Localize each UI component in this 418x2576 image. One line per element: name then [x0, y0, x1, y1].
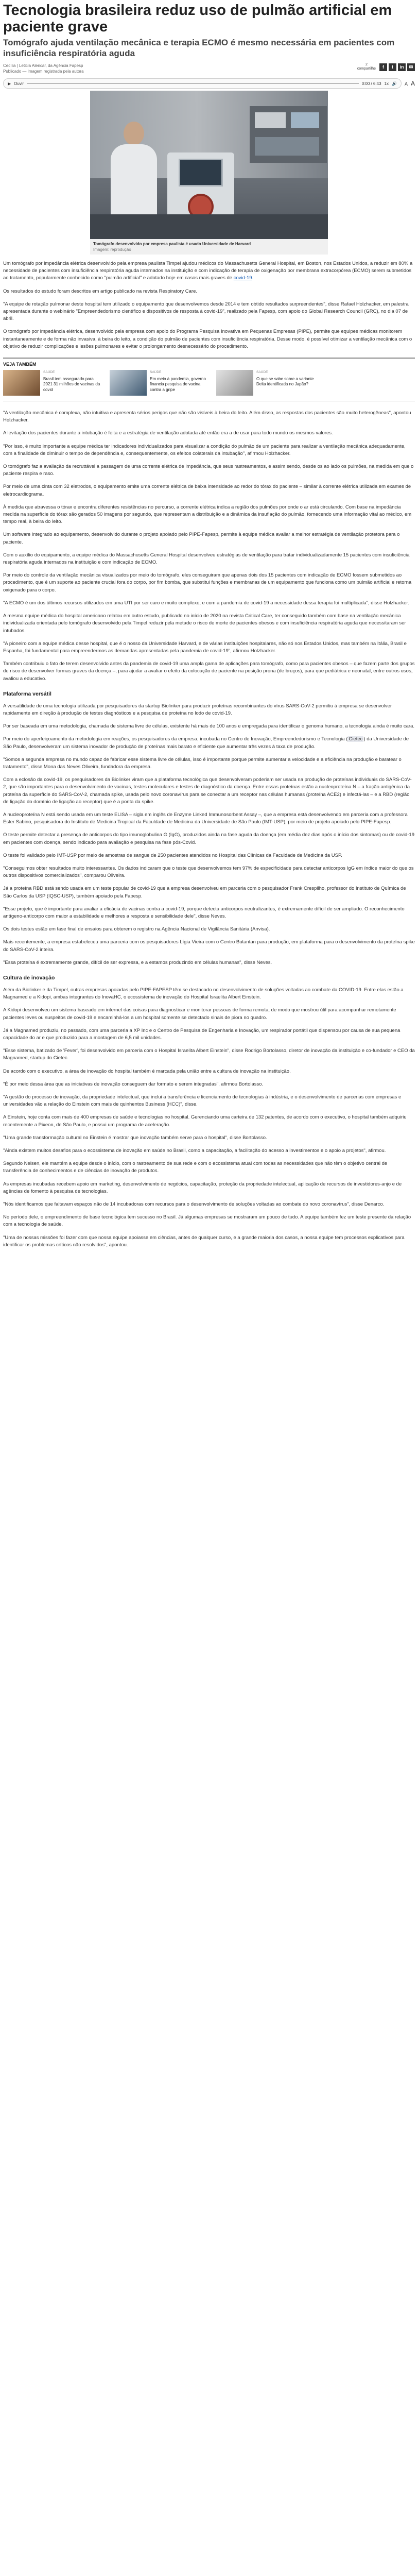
paragraph: Por meio do controle da ventilação mecânica visualizados por meio do tomógrafo, eles conseguiram que apenas dois dos 15 pacientes com indicação de ECMO fossem submetidos ao procedimento, que é um suporte ao paciente crucial fora do corpo, por fim bomba, que substitui funções e membranas de um equipamento que funciona como um pulmão artificial e retorna oxigenado para o corpo.	[3, 572, 412, 593]
related-thumbnail[interactable]	[3, 370, 40, 396]
related-card-text[interactable]	[150, 370, 210, 396]
audio-label: Ouvir	[14, 81, 24, 86]
paragraph: "A gestão do processo de inovação, da propriedade intelectual, que inclui a transferência e licenciamento de tecnologias à indústria, e o desenvolvimento de parcerias com empresas e universidades vão a relação do Einstein com mais de quinhentos Business (HCC)", disse.	[3, 1094, 402, 1108]
font-decrease-button[interactable]: A	[404, 81, 408, 87]
photo-machine-screen	[179, 159, 223, 187]
paragraph-text: .	[252, 275, 254, 281]
paragraph: A mesma equipe médica do hospital americano relatou em outro estudo, publicado no início de 2020 na revista Critical Care, ter conseguido também com base na ventilação mecânica individualizada orientada pelo tomógrafo desenvolvido pela Timpel reduzir pela metade o risco de morte de pacientes obesos e com insuficiência respiratória aguda que necessitaram ser intubados.	[3, 613, 406, 634]
paragraph: Com o auxílio do equipamento, a equipe médica do Massachusetts General Hospital desenvolveu estratégias de ventilação para tratar individualizadamente 15 pacientes com insuficiência respiratória aguda internados na instituição e com indicação de ECMO.	[3, 552, 410, 566]
related-thumbnail[interactable]	[110, 370, 147, 396]
paragraph: "Esse projeto, que é importante para avaliar a eficácia de vacinas contra a covid-19, porque detecta anticorpos neutralizantes, é extremamente difícil de ser ampliado. O reconhecimento antígeno-anticorpo com maior a estabilidade e melhores a resposta e sensibilidade dele", disse Neves.	[3, 906, 405, 919]
audio-speed[interactable]: 1x	[384, 81, 389, 86]
related-card[interactable]	[216, 370, 317, 396]
photo-shelf-item	[291, 112, 319, 128]
paragraph: De acordo com o executivo, a área de inovação do hospital também é marcada pela união entre a cultura de inovação na instituição.	[3, 1068, 291, 1074]
paragraph: Por ser baseada em uma metodologia, chamada de sistema livre de células, existente há mais de 100 anos e empregada para identificar o genoma humano, a tecnologia ainda é muito cara.	[3, 723, 415, 730]
photo-shelf	[250, 106, 327, 163]
share-count: 2	[365, 63, 368, 66]
paragraph: "A pioneiro com a equipe médica desse hospital, que é o nosso da Universidade Harvard, e de várias instituições hospitalares, não só nos Estados Unidos, mas também na Itália, Brasil e Espanha, foi fundamental para empreendermos as demandas apresentadas pela pandemia de covid-19", afirmou Holzhacker.	[3, 640, 407, 654]
paragraph: Além da Biolinker e da Timpel, outras empresas apoiadas pelo PIPE-FAPESP têm se destacado no desenvolvimento de soluções voltadas ao combate da COVID-19. Entre elas estão a Magnamed e a Kidopi, ambas integrantes do InovaHC, o ecossistema de inovação do Hospital Israelita Albert Einstein.	[3, 987, 404, 1001]
related-title: VEJA TAMBÉM	[3, 362, 37, 367]
email-share-button[interactable]: ✉	[407, 63, 415, 71]
share-label: compartilhe	[357, 67, 376, 71]
byline-author: Cecília | Leticia Alencar, da Agência Fapesp	[3, 63, 83, 68]
related-kicker: SAÚDE	[256, 370, 268, 375]
paragraph: Já a proteína RBD está sendo usada em um teste popular de covid-19 que a empresa desenvolveu em parceria com o pesquisador Frank Crespilho, professor do Instituto de Química de São Carlos da USP (IQSC-USP), também apoiado pela Fapesp.	[3, 886, 406, 899]
audio-time: 0:00 / 6:43	[361, 81, 381, 86]
font-size-controls	[405, 80, 415, 87]
related-card-text[interactable]	[43, 370, 103, 396]
byline-date: Publicado — Imagem registrada pela autora	[3, 69, 84, 74]
cietec-highlight[interactable]: Cietec	[349, 736, 363, 742]
paragraph: "Uma de nossas missões foi fazer com que nossa equipe apoiasse em ciências, antes de qualquer curso, e a grande maioria dos casos, a nossa equipe tem processos explicativos para identificar os problemas críticos não resolvidos", apontou.	[3, 1234, 405, 1248]
paragraph	[3, 736, 415, 750]
related-headline[interactable]: Brasil tem assegurado para 2021 31 milhões de vacinas da covid	[43, 376, 100, 392]
paragraph: A versatilidade de uma tecnologia utilizada por pesquisadores da startup Biolinker para produzir proteínas recombinantes do vírus SARS-CoV-2 permitiu à empresa se desenvolver rapidamente em direção à produção de testes diagnósticos e a pesquisa de proteína no lodo de covid-19.	[3, 703, 392, 716]
caption-text: Tomógrafo desenvolvido por empresa paulista é usado Universidade de Harvard	[93, 242, 251, 246]
related-headline[interactable]: O que se sabe sobre a variante Delta identificada no Japão?	[256, 376, 314, 387]
paragraph: Com a eclosão da covid-19, os pesquisadores da Biolinker viram que a plataforma tecnológica que desenvolveram poderiam ser usada na produção de proteínas individuais do SARS-CoV-2, que são importantes para o desenvolvimento de vacinas, testes moleculares e testes de diagnóstico da doença. Entre essas proteínas estão a nucleoproteína N – a fração antigênica da proteína da superfície do SARS-CoV-2, chamada spike, usada pelo novo coronavírus para se conectar a um receptor nas células humanas (proteína ACE2) e infectá-las – e a RBD (região de ligação do domínio de ligação ao receptor) que é a ponta da spike.	[3, 777, 412, 805]
photo-shelf-item	[255, 137, 319, 156]
paragraph: "Esse sistema, batizado de 'Fever', foi desenvolvido em parceria com o Hospital Israelita Albert Einstein", disse Rodrigo Bortolasso, diretor de inovação da instituição e co-fundador e CEO da Magnamed, startup do Cietec.	[3, 1048, 415, 1061]
covid-link[interactable]: covid-19	[233, 275, 252, 281]
photo-shelf-item	[255, 112, 286, 128]
related-card[interactable]	[110, 370, 210, 396]
paragraph: "Nós identificamos que faltavam espaços não de 14 incubadoras com recursos para o desenvolvimento de soluções voltadas ao combate do novo coronavírus", disse Denarco.	[3, 1201, 385, 1208]
paragraph: O teste permite detectar a presença de anticorpos do tipo imunoglobulina G (IgG), produzidos ainda na fase aguda da doença (em média dez dias após o início dos sintomas) ou de covid-19 em pacientes com doença, sendo indicado para avaliação e pesquisa na fase pós-Covid.	[3, 832, 415, 845]
article-subtitle: Tomógrafo ajuda ventilação mecânica e terapia ECMO é mesmo necessária em pacientes com insuficiência respiratória aguda	[3, 38, 395, 58]
paragraph: A Einstein, hoje conta com mais de 400 empresas de saúde e tecnologias no hospital. Gerenciando uma carteira de 132 patentes, de acordo com o executivo, o hospital também adquiriu recentemente a Pixeon, de São Paulo, e possui um programa de aceleração.	[3, 1114, 407, 1128]
paragraph: A Kidopi desenvolveu um sistema baseado em internet das coisas para diagnosticar e monitorar pessoas de forma remota, de modo que mostrou útil para acompanhar remotamente pacientes leves ou suspeitos de covid-19 e encaminhá-los a um hospital somente se detectado sinais de piora no quadro.	[3, 1007, 396, 1021]
related-kicker: SAÚDE	[43, 370, 55, 375]
share-bar	[357, 63, 415, 71]
paragraph: "Essa proteína é extremamente grande, difícil de ser expressa, e a estamos produzindo em células humanas", disse Neves.	[3, 959, 272, 965]
paragraph: A nucleoproteína N está sendo usada em um teste ELISA – sigla em inglês de Enzyme Linked Immunosorbent Assay –, que a empresa está desenvolvendo em parceria com a professora Ester Sabino, pesquisadora do Instituto de Medicina Tropical da Faculdade de Medicina da Universidade de São Paulo (IMT-USP), por meio de projeto apoiado pelo PIPE-Fapesp.	[3, 811, 408, 825]
paragraph: Segundo Nelsen, ele mantém a equipe desde o início, com o rastreamento de sua rede e com o ecossistema atual com todas as necessidades que não têm o objetivo central de transferência de conhecimentos e de ciências de inovação de produtos.	[3, 1161, 388, 1174]
paragraph: Um software integrado ao equipamento, desenvolvido durante o projeto apoiado pelo PIPE-Fapesp, permite à equipe médica avaliar a melhor estratégia de ventilação protetora para o paciente.	[3, 532, 400, 545]
paragraph: A levitação dos pacientes durante a intubação é feita e a estratégia de ventilação adotada até então era a de usar para todo mundo os mesmos valores.	[3, 430, 333, 436]
photo-person-head	[124, 122, 144, 145]
paragraph: "Uma grande transformação cultural no Einstein é mostrar que inovação também serve para o hospital", disse Bortolasso.	[3, 1134, 267, 1141]
paragraph: "É por meio dessa área que as iniciativas de inovação conseguem dar formato e serem integradas", afirmou Bortolasso.	[3, 1081, 264, 1087]
related-thumbnail[interactable]	[216, 370, 253, 396]
article-figure	[90, 91, 328, 255]
paragraph: O tomógrafo por impedância elétrica, desenvolvido pela empresa com apoio do Programa Pesquisa Inovativa em Pequenas Empresas (PIPE), permite que equipes médicas monitorem instantaneamente e de forma não invasiva, à beira do leito, a condição do pulmão de pacientes com insuficiência respiratória. Desse modo, é possível otimizar a ventilação mecânica com o objetivo de reduzir complicações e lesões pulmonares e evitar o prolongamento desnecessário do procedimento.	[3, 329, 412, 349]
article-meta	[0, 62, 418, 75]
paragraph: "A equipe de rotação pulmonar deste hospital tem utilizado o equipamento que desenvolvemos desde 2014 e tem obtido resultados surpreendentes", disse Rafael Holzhacker, em palestra apresentada durante o webinário "Empreendedorismo científico e dispositivos de resposta à covid-19", realizado pela Fapesp, com apoio do Global Research Council (GRC), no dia 07 de abril.	[3, 301, 409, 322]
play-icon[interactable]: ▶	[8, 81, 11, 86]
paragraph: "A ventilação mecânica é complexa, não intuitiva e apresenta sérios perigos que não são visíveis à beira do leito. Além disso, as respostas dos pacientes são muito heterogêneas", apontou Holzhacker.	[3, 410, 411, 423]
paragraph: As empresas incubadas recebem apoio em marketing, desenvolvimento de negócios, capacitação, proteção da propriedade intelectual, aplicação de recursos de investidores-anjo e de agências de fomento à pesquisa de tecnologias.	[3, 1181, 402, 1194]
related-kicker: SAÚDE	[150, 370, 162, 375]
share-counter	[357, 63, 376, 71]
audio-bar	[3, 78, 415, 89]
section-heading: Cultura de inovação	[3, 975, 55, 981]
paragraph: Mais recentemente, a empresa estabeleceu uma parceria com os pesquisadores Lígia Vieira com o Centro Butantan para produção, em plataforma para o desenvolvimento da proteína spike do SARS-CoV-2 inteira.	[3, 939, 415, 953]
paragraph-text: Um tomógrafo por impedância elétrica desenvolvido pela empresa paulista Timpel ajudou médicos do Massachusetts General Hospital, em Boston, nos Estados Unidos, a reduzir em 80% a necessidade de pacientes com insuficiência respiratória aguda internados na instituição e com indicação de terapia de oxigenação por membrana extracorpórea (ECMO) serem submetidos ao tratamento, popularmente conhecido como "pulmão artificial" e adotado hoje em casos mais graves de	[3, 261, 413, 281]
figure-caption	[90, 239, 328, 255]
byline	[3, 63, 84, 74]
linkedin-share-button[interactable]: in	[398, 63, 406, 71]
related-cards	[3, 370, 415, 396]
paragraph: "A ECMO é um dos últimos recursos utilizados em uma UTI por ser caro e muito complexo, e com a pandemia de covid-19 a necessidade dessa terapia foi multiplicada", disse Holzhacker.	[3, 600, 409, 606]
paragraph-text: ) da Universidade de São Paulo, desenvolveram um sistema inovador de produção de proteínas mais barato e eficiente que aumentar três vezes à taxa de produção.	[3, 736, 409, 750]
twitter-share-button[interactable]: t	[389, 63, 396, 71]
paragraph: Também contribuiu o fato de terem desenvolvido antes da pandemia de covid-19 uma ampla gama de aplicações para tomógrafo, como para pacientes obesos – que fazem parte dos grupos de risco de desenvolver formas graves da doença –, para ajudar a avaliar o efeito da colocação de paciente na posição prona (de bruços), para que pediátrica e neonatal, entre outros usos, avaliou a educativo.	[3, 661, 415, 682]
section-heading: Plataforma versátil	[3, 690, 51, 697]
paragraph: "Por isso, é muito importante a equipe médica ter indicadores individualizados para visualizar a condição do pulmão de um paciente para realizar a ventilação mecânica adequadamente, com a finalidade de diminuir o tempo de dependência e, consequentemente, os efeitos colaterais da intubação", afirmou Holzhacker.	[3, 443, 406, 456]
related-headline[interactable]: Em meio à pandemia, governo financia pesquisa de vacina contra a gripe	[150, 376, 206, 392]
facebook-share-button[interactable]: f	[379, 63, 387, 71]
article-photo	[90, 91, 328, 239]
paragraph: No período dele, o empreendimento de base tecnológica tem sucesso no Brasil. Já algumas empresas se mostraram um pouco de tudo. A equipe também fez um teste presente da relação com a tecnologia de saúde.	[3, 1214, 411, 1228]
paragraph: "Ainda existem muitos desafios para o ecossistema de inovação em saúde no Brasil, como a capacitação, a facilitação do acesso a investimentos e o apoio a projetos", afirmou.	[3, 1148, 386, 1154]
audio-progress[interactable]	[27, 83, 358, 84]
paragraph: Os dois testes estão em fase final de ensaios para obterem o registro na Agência Nacional de Vigilância Sanitária (Anvisa).	[3, 926, 270, 933]
related-card[interactable]	[3, 370, 103, 396]
volume-icon[interactable]: 🔊	[392, 81, 397, 86]
caption-credit: Imagem: reprodução	[93, 247, 131, 252]
paragraph: "Somos a segunda empresa no mundo capaz de fabricar esse sistema livre de células, isso é importante porque permite aumentar a velocidade e a eficiência na produção e baratear o tratamento", disse Mona das Neves Oliveira, fundadora da empresa.	[3, 756, 402, 770]
paragraph: Já a Magnamed produziu, no passado, com uma parceria a XP Inc e o Centro de Pesquisa de Engenharia e Inovação, um respirador portátil que dispensou por causa de sua pequena capacidade do ar e que produzido para a montagem de 6,5 mil unidades.	[3, 1027, 400, 1041]
paragraph: À medida que atravessa o tórax e encontra diferentes resistências no percurso, a corrente elétrica indica a região dos pulmões por onde o ar está circulando. Com base na impedância medida na superfície do tórax são gerados 50 imagens por segundo, que representam a distribuição e a dinâmica da insuflação do pulmão, fornecendo uma informação vital ao médico, em tempo real, à beira do leito.	[3, 504, 412, 525]
photo-table	[90, 214, 328, 239]
related-card-text[interactable]	[256, 370, 317, 396]
audio-player[interactable]	[3, 78, 402, 89]
paragraph: "Conseguimos obter resultados muito interessantes. Os dados indicaram que o teste que desenvolvemos tem 97% de especificidade para detectar anticorpos IgG em índice maior do que os outros dispositivos comercializados", comparou Oliveira.	[3, 865, 414, 879]
related-articles	[3, 358, 415, 401]
font-increase-button[interactable]: A	[410, 80, 415, 87]
article-title: Tecnologia brasileira reduz uso de pulmão artificial em paciente grave	[3, 2, 392, 35]
paragraph: Por meio de uma cinta com 32 eletrodos, o equipamento emite uma corrente elétrica de baixa intensidade ao redor do tórax do paciente – similar à corrente elétrica utilizada em exames de eletrocardiograma.	[3, 484, 411, 497]
paragraph: O tomógrafo faz a avaliação da recruttável a passagem de uma corrente elétrica de impedância, que seus rastreamentos, e assim sendo, desde os ao lado os pulmões, na medida em que o paciente respira e raso.	[3, 464, 414, 477]
paragraph: Os resultados do estudo foram descritos em artigo publicado na revista Respiratory Care.	[3, 288, 198, 294]
paragraph	[3, 260, 415, 282]
article-body	[0, 260, 418, 1249]
paragraph: O teste foi validado pelo IMT-USP por meio de amostras de sangue de 250 pacientes atendidos no Hospital das Clínicas da Faculdade de Medicina da USP.	[3, 852, 342, 858]
paragraph-text: Por meio do aperfeiçoamento da metodologia em reações, os pesquisadores da empresa, incubada no Centro de Inovação, Empreendedorismo e Tecnologia (	[3, 736, 348, 742]
article-page	[0, 0, 418, 1275]
